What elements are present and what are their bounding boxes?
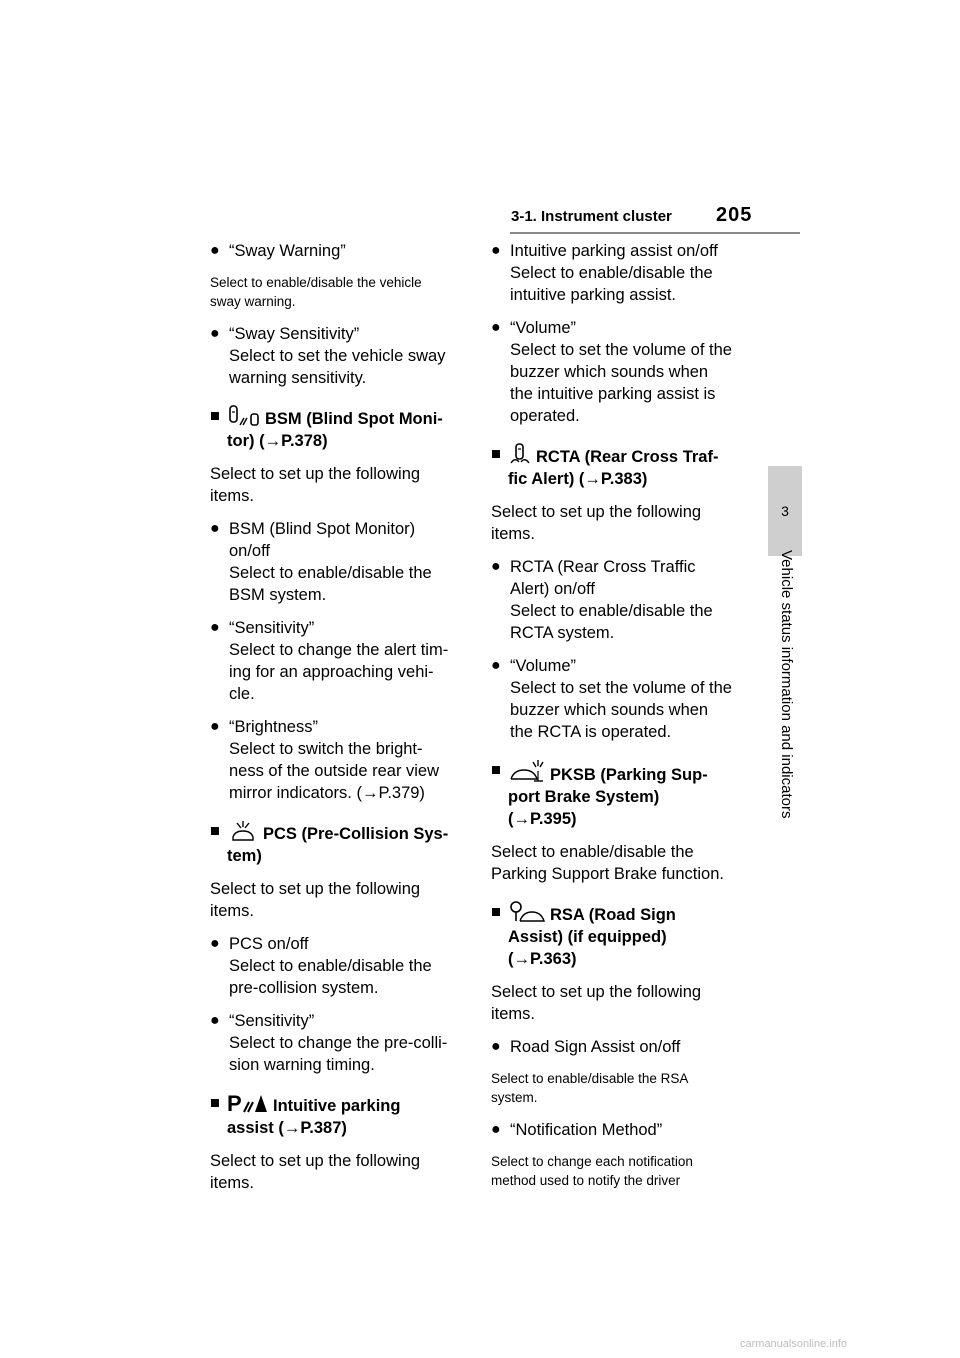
ipa-heading: ■ P Intuitive parking assist (→P.387) bbox=[210, 1092, 401, 1137]
rcta-volume-item: ● “Volume” Select to set the volume of the buzzer which sounds when the RCTA is operated. bbox=[491, 657, 732, 741]
rsa-intro: Select to set up the following items. bbox=[491, 983, 702, 1023]
bsm-intro: Select to set up the following items. bbox=[210, 465, 421, 505]
sway-sensitivity-item: ● “Sway Sensitivity” Select to set the vehicle sway warning sensitivity. bbox=[210, 325, 446, 387]
bullet-icon: ● bbox=[491, 558, 501, 575]
right-column bbox=[491, 240, 749, 1202]
bsm-brightness-item: ● “Brightness” Select to switch the bright- ness of the outside rear view mirror indicators. (→P.379) bbox=[210, 718, 440, 802]
section-title: 3-1. Instrument cluster bbox=[511, 208, 672, 225]
page-reference-link[interactable]: P.387) bbox=[300, 1119, 347, 1137]
rcta-intro: Select to set up the following items. bbox=[491, 503, 702, 543]
heading-square-icon: ■ bbox=[491, 903, 501, 921]
bsm-onoff-item: ● BSM (Blind Spot Monitor) on/off Select to enable/disable the BSM system. bbox=[210, 520, 432, 604]
pcs-heading: ■ PCS (Pre-Collision Sys- tem) bbox=[210, 822, 449, 865]
heading-square-icon: ■ bbox=[210, 407, 220, 425]
arrow-icon: → bbox=[584, 470, 601, 488]
svg-text:P: P bbox=[227, 1092, 242, 1114]
bullet-icon: ● bbox=[210, 325, 220, 342]
rsa-onoff-desc: Select to enable/disable the RSA system. bbox=[491, 1071, 689, 1105]
bullet-icon: ● bbox=[491, 1038, 501, 1055]
bullet-icon: ● bbox=[210, 619, 220, 636]
bullet-icon: ● bbox=[210, 718, 220, 735]
bullet-icon: ● bbox=[491, 657, 501, 674]
left-column bbox=[210, 240, 468, 1205]
page-reference-link[interactable]: P.379) bbox=[378, 784, 425, 802]
rcta-heading: ■ RCTA (Rear Cross Traf- fic Alert) (→P.383) bbox=[491, 445, 719, 488]
ipa-onoff-item: ● Intuitive parking assist on/off Select to enable/disable the intuitive parking assist. bbox=[491, 242, 718, 304]
page-reference-link[interactable]: P.395) bbox=[530, 810, 577, 828]
chapter-title: Vehicle status information and indicators bbox=[778, 550, 795, 819]
arrow-icon: → bbox=[513, 950, 530, 968]
pcs-onoff-item: ● PCS on/off Select to enable/disable the pre-collision system. bbox=[210, 935, 432, 997]
rcta-icon bbox=[508, 443, 532, 465]
page-reference-link[interactable]: P.383) bbox=[600, 470, 648, 488]
pksb-heading: ■ PKSB (Parking Sup- port Brake System) (→P.395) bbox=[491, 761, 708, 828]
rcta-onoff-item: ● RCTA (Rear Cross Traffic Alert) on/off Select to enable/disable the RCTA system. bbox=[491, 558, 713, 642]
bullet-icon: ● bbox=[210, 1012, 220, 1029]
ipa-volume-item: ● “Volume” Select to set the volume of the buzzer which sounds when the intuitive parking assist is operated. bbox=[491, 319, 732, 425]
sway-warning-desc: Select to enable/disable the vehicle sway warning. bbox=[210, 275, 422, 309]
chapter-number: 3 bbox=[781, 503, 789, 519]
pksb-intro: Select to enable/disable the Parking Support Brake function. bbox=[491, 843, 724, 883]
page-reference-link[interactable]: P.363) bbox=[530, 950, 577, 968]
pcs-sensitivity-item: ● “Sensitivity” Select to change the pre-colli- sion warning timing. bbox=[210, 1012, 448, 1074]
arrow-icon: → bbox=[264, 432, 282, 450]
pcs-icon bbox=[227, 820, 259, 842]
watermark: carmanualsonline.info bbox=[740, 1338, 848, 1350]
bsm-icon bbox=[227, 405, 261, 427]
heading-square-icon: ■ bbox=[210, 1094, 220, 1112]
heading-square-icon: ■ bbox=[491, 445, 501, 463]
intuitive-parking-assist-icon bbox=[227, 1092, 269, 1114]
bullet-icon: ● bbox=[491, 242, 501, 259]
bullet-icon: ● bbox=[210, 935, 220, 952]
header-divider bbox=[510, 232, 800, 234]
arrow-icon: → bbox=[361, 784, 379, 802]
ipa-intro: Select to set up the following items. bbox=[210, 1152, 421, 1192]
bsm-heading: ■ BSM (Blind Spot Moni- tor) (→P.378) bbox=[210, 407, 443, 450]
pksb-icon bbox=[508, 759, 546, 783]
heading-square-icon: ■ bbox=[210, 822, 220, 840]
page-reference-link[interactable]: P.378) bbox=[281, 432, 328, 450]
bsm-sensitivity-item: ● “Sensitivity” Select to change the alert tim- ing for an approaching vehi- cle. bbox=[210, 619, 449, 703]
bullet-icon: ● bbox=[491, 319, 501, 336]
arrow-icon: → bbox=[283, 1119, 301, 1137]
bullet-icon: ● bbox=[210, 520, 220, 537]
arrow-icon: → bbox=[513, 810, 530, 828]
sway-warning-item: ● “Sway Warning” bbox=[210, 242, 346, 260]
heading-square-icon: ■ bbox=[491, 761, 501, 779]
page-number: 205 bbox=[716, 204, 753, 226]
bullet-icon: ● bbox=[210, 242, 220, 259]
rsa-notification-desc: Select to change each notification method used to notify the driver bbox=[491, 1154, 693, 1188]
pcs-intro: Select to set up the following items. bbox=[210, 880, 421, 920]
rsa-icon bbox=[508, 901, 546, 923]
rsa-heading: ■ RSA (Road Sign Assist) (if equipped) (→P.363) bbox=[491, 903, 676, 968]
rsa-onoff-item: ● Road Sign Assist on/off bbox=[491, 1038, 681, 1056]
bullet-icon: ● bbox=[491, 1121, 501, 1138]
rsa-notification-item: ● “Notification Method” bbox=[491, 1121, 663, 1139]
